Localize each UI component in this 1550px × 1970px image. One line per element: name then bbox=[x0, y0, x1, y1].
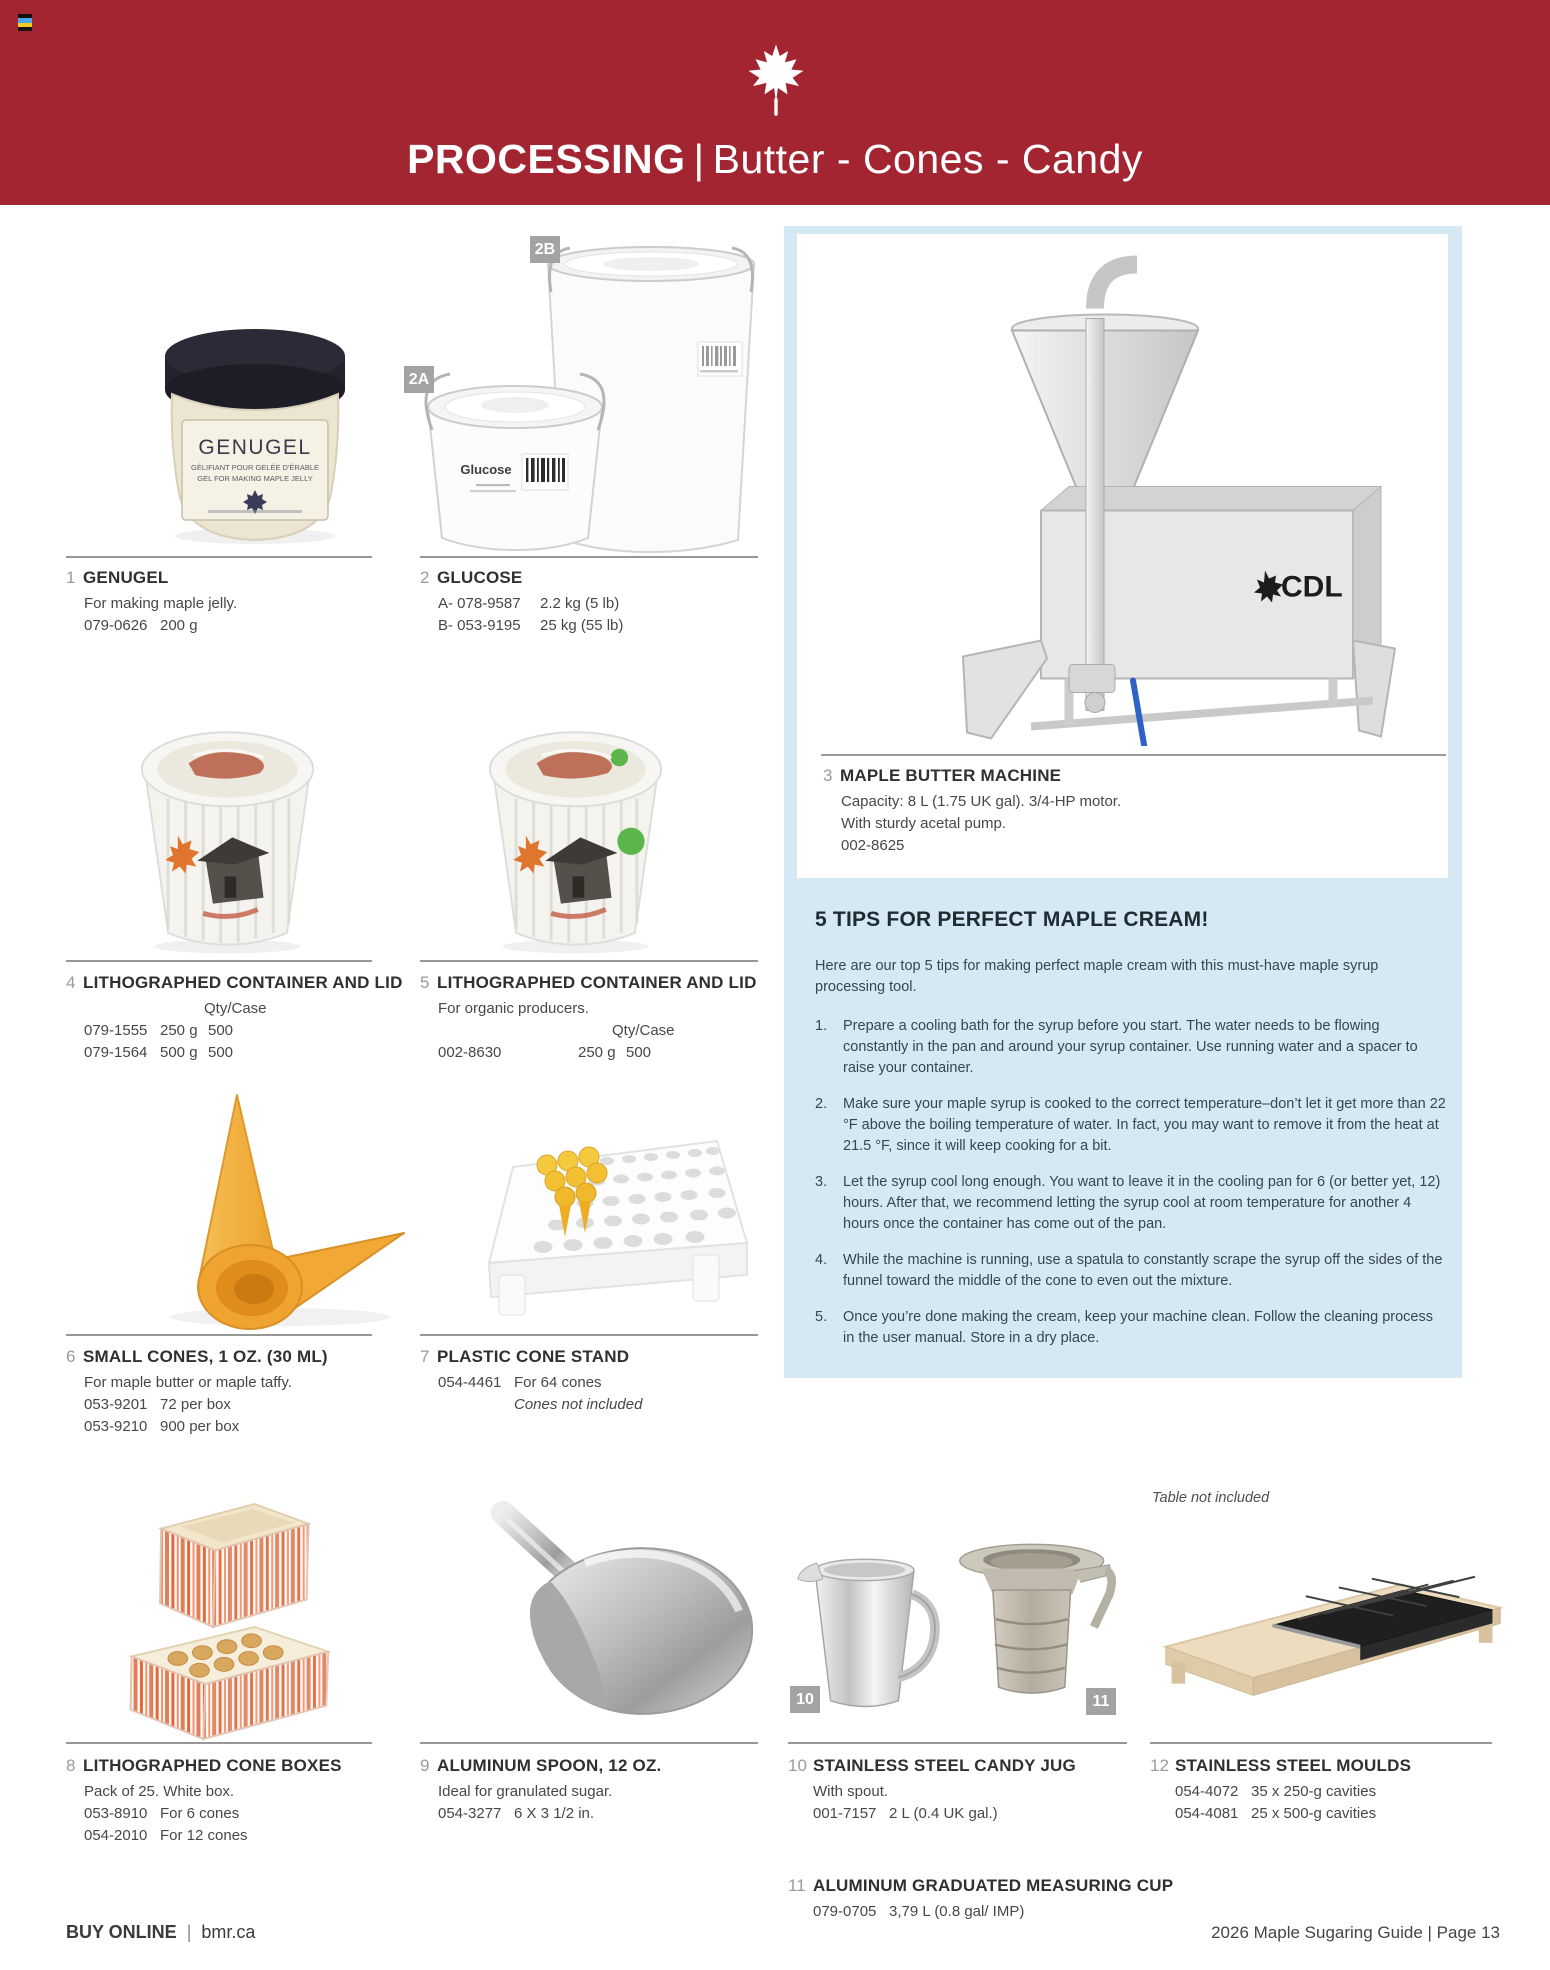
product-title: GENUGEL bbox=[83, 568, 169, 587]
title-separator: | bbox=[693, 136, 705, 182]
small-cones-image bbox=[140, 1085, 410, 1330]
product-number: 3 bbox=[823, 766, 833, 785]
product-size: 250 g bbox=[160, 1022, 198, 1040]
tips-section bbox=[815, 908, 1447, 1364]
tip-item: 1. Prepare a cooling bath for the syrup before you start. The water needs to be flowing constantly in the pan and around your syrup container. Use running water and a spacer to raise your container. bbox=[815, 1018, 1418, 1077]
steel-moulds-image bbox=[1158, 1528, 1508, 1713]
divider bbox=[1150, 1742, 1492, 1744]
product-entry-steel-moulds bbox=[1150, 1756, 1492, 1825]
tip-item: 2. Make sure your maple syrup is cooked to the correct temperature–don’t let it get more than 22 °F above the boiling temperature of water. In fact, you may want to remove it from the heat at 21.5 °F, since it will keep cooking for a bit. bbox=[815, 1096, 1446, 1155]
product-title: ALUMINUM GRADUATED MEASURING CUP bbox=[813, 1876, 1174, 1895]
tip-item: 4. While the machine is running, use a spatula to constantly scrape the syrup off the sides of the funnel toward the middle of the cone to even out the mixture. bbox=[815, 1252, 1443, 1290]
tips-intro: Here are our top 5 tips for making perfect maple cream with this must-have maple syrup processing tool. bbox=[815, 958, 1379, 996]
qty-case-value: 500 bbox=[626, 1044, 652, 1062]
moulds-table-note: Table not included bbox=[1152, 1490, 1270, 1506]
product-code: 079-1555 bbox=[84, 1022, 148, 1040]
product-size: 200 g bbox=[160, 617, 198, 635]
product-entry-litho-container-organic bbox=[420, 973, 758, 1065]
footer-separator: | bbox=[186, 1922, 192, 1942]
product-size: 6 X 3 1/2 in. bbox=[514, 1805, 595, 1823]
product-entry-glucose bbox=[420, 568, 758, 637]
organic-logo-mark bbox=[617, 828, 644, 855]
product-note: Cones not included bbox=[514, 1396, 643, 1414]
divider bbox=[420, 556, 758, 558]
product-desc: With sturdy acetal pump. bbox=[841, 815, 1007, 833]
product-code: A- 078-9587 bbox=[438, 595, 521, 612]
product-title: LITHOGRAPHED CONTAINER AND LID bbox=[437, 973, 757, 992]
product-code: 054-2010 bbox=[84, 1827, 148, 1845]
divider bbox=[420, 960, 758, 962]
tip-item: 3. Let the syrup cool long enough. You want to leave it in the cooling pan for 6 (or better yet, 12) hours. After that, we recommend letting the syrup cool at room temperature for another 4 hours once the container has come out of the pan. bbox=[815, 1174, 1441, 1233]
litho-container-image bbox=[135, 712, 320, 957]
product-qty: 72 per box bbox=[160, 1396, 231, 1414]
product-code: 054-4072 bbox=[1175, 1783, 1239, 1800]
product-title: STAINLESS STEEL CANDY JUG bbox=[813, 1756, 1076, 1775]
footer-guide-page: 2026 Maple Sugaring Guide | Page 13 bbox=[1211, 1923, 1500, 1942]
product-number: 9 bbox=[420, 1756, 430, 1775]
product-size: 250 g bbox=[578, 1044, 616, 1062]
product-size: 3,79 L (0.8 gal/ IMP) bbox=[889, 1903, 1025, 1920]
product-size: 35 x 250-g cavities bbox=[1251, 1783, 1377, 1800]
divider bbox=[821, 754, 1446, 756]
divider bbox=[788, 1742, 1127, 1744]
product-number: 4 bbox=[66, 973, 76, 992]
product-title: LITHOGRAPHED CONE BOXES bbox=[83, 1756, 342, 1775]
divider bbox=[66, 556, 372, 558]
product-size: 25 kg (55 lb) bbox=[540, 617, 624, 635]
genugel-label-brand: GENUGEL bbox=[198, 436, 312, 459]
badge-11: 11 bbox=[1086, 1688, 1116, 1715]
product-entry-maple-butter-machine bbox=[823, 766, 1121, 858]
product-size: 500 g bbox=[160, 1044, 198, 1062]
product-size: 25 x 500-g cavities bbox=[1251, 1805, 1377, 1823]
product-code: 002-8625 bbox=[841, 837, 905, 855]
product-code: 053-9201 bbox=[84, 1396, 148, 1414]
product-qty: 900 per box bbox=[160, 1418, 240, 1436]
page-title bbox=[0, 136, 1550, 183]
print-registration-mark bbox=[18, 14, 32, 31]
qty-case-value: 500 bbox=[208, 1022, 234, 1040]
product-entry-measuring-cup bbox=[788, 1876, 1174, 1923]
cone-boxes-image bbox=[105, 1450, 345, 1745]
product-title: LITHOGRAPHED CONTAINER AND LID bbox=[83, 973, 403, 992]
product-size: 2.2 kg (5 lb) bbox=[540, 595, 620, 612]
qty-case-header: Qty/Case bbox=[612, 1022, 675, 1040]
product-entry-cone-stand bbox=[420, 1347, 758, 1416]
glucose-pails-image bbox=[398, 222, 770, 554]
product-desc: With spout. bbox=[813, 1783, 889, 1800]
product-qty: For 64 cones bbox=[514, 1374, 602, 1391]
buy-online-label: BUY ONLINE bbox=[66, 1922, 177, 1942]
divider bbox=[420, 1334, 758, 1336]
aluminum-spoon-image bbox=[425, 1485, 760, 1745]
footer-website-link[interactable]: bmr.ca bbox=[201, 1922, 256, 1942]
maple-leaf-icon bbox=[744, 24, 808, 136]
qty-case-header: Qty/Case bbox=[204, 1000, 267, 1017]
genugel-label-line1: GÉLIFIANT POUR GELÉE D'ÉRABLE bbox=[191, 463, 319, 472]
product-title: STAINLESS STEEL MOULDS bbox=[1175, 1756, 1412, 1775]
product-title: SMALL CONES, 1 OZ. (30 ML) bbox=[83, 1347, 328, 1366]
litho-container-organic-image bbox=[483, 712, 668, 957]
product-entry-litho-container bbox=[66, 973, 403, 1065]
product-entry-cone-boxes bbox=[66, 1756, 386, 1848]
badge-2a: 2A bbox=[404, 366, 434, 393]
tips-title: 5 TIPS FOR PERFECT MAPLE CREAM! bbox=[815, 908, 1209, 931]
product-code: 054-4461 bbox=[438, 1374, 502, 1391]
cone-stand-image bbox=[455, 1125, 755, 1325]
section-title: PROCESSING bbox=[407, 136, 686, 182]
product-desc: Pack of 25. White box. bbox=[84, 1783, 235, 1800]
product-entry-small-cones bbox=[66, 1347, 386, 1439]
product-code: 002-8630 bbox=[438, 1044, 502, 1062]
product-number: 2 bbox=[420, 568, 430, 587]
product-code: 053-8910 bbox=[84, 1805, 148, 1823]
product-number: 6 bbox=[66, 1347, 76, 1366]
divider bbox=[66, 960, 372, 962]
product-qty: For 12 cones bbox=[160, 1827, 248, 1845]
genugel-jar-image bbox=[150, 298, 360, 546]
tip-item: 5. Once you’re done making the cream, keep your machine clean. Follow the cleaning process in the user manual. Store in a dry place. bbox=[815, 1309, 1433, 1347]
product-code: 079-1564 bbox=[84, 1044, 148, 1062]
product-title: MAPLE BUTTER MACHINE bbox=[840, 766, 1062, 785]
product-desc: For organic producers. bbox=[438, 1000, 589, 1017]
product-number: 10 bbox=[788, 1756, 807, 1775]
product-number: 11 bbox=[788, 1876, 806, 1895]
page-header bbox=[0, 0, 1550, 205]
product-number: 5 bbox=[420, 973, 430, 992]
product-entry-genugel bbox=[66, 568, 386, 637]
badge-2b: 2B bbox=[530, 236, 560, 263]
section-subtitle: Butter - Cones - Candy bbox=[712, 136, 1143, 182]
machine-blue-valve bbox=[1133, 681, 1145, 747]
product-desc: Ideal for granulated sugar. bbox=[438, 1783, 613, 1800]
product-desc: Capacity: 8 L (1.75 UK gal). 3/4-HP motor. bbox=[841, 793, 1122, 810]
product-entry-candy-jug bbox=[788, 1756, 1127, 1825]
product-number: 12 bbox=[1150, 1756, 1169, 1775]
product-code: 001-7157 bbox=[813, 1805, 877, 1823]
product-code: 079-0705 bbox=[813, 1903, 877, 1920]
genugel-label-line2: GEL FOR MAKING MAPLE JELLY bbox=[197, 474, 313, 483]
badge-10: 10 bbox=[790, 1686, 820, 1713]
product-code: 054-3277 bbox=[438, 1805, 502, 1823]
svg-text:CDL: CDL bbox=[1281, 570, 1343, 604]
product-entry-aluminum-spoon bbox=[420, 1756, 758, 1825]
maple-butter-machine-image bbox=[797, 234, 1448, 878]
product-title: ALUMINUM SPOON, 12 OZ. bbox=[437, 1756, 662, 1775]
divider bbox=[420, 1742, 758, 1744]
product-code: 079-0626 bbox=[84, 617, 148, 635]
product-code: 053-9210 bbox=[84, 1418, 148, 1436]
divider bbox=[66, 1334, 372, 1336]
qty-case-value: 500 bbox=[208, 1044, 234, 1062]
product-desc: For making maple jelly. bbox=[84, 595, 238, 612]
product-title: GLUCOSE bbox=[437, 568, 523, 587]
feature-panel bbox=[784, 226, 1462, 1378]
product-code: B- 053-9195 bbox=[438, 617, 521, 635]
divider bbox=[66, 1742, 372, 1744]
product-desc: For maple butter or maple taffy. bbox=[84, 1374, 292, 1391]
glucose-pail-label: Glucose bbox=[460, 462, 512, 477]
product-size: 2 L (0.4 UK gal.) bbox=[889, 1805, 998, 1823]
product-number: 8 bbox=[66, 1756, 76, 1775]
footer-buy-online bbox=[66, 1922, 255, 1943]
product-number: 7 bbox=[420, 1347, 430, 1366]
product-title: PLASTIC CONE STAND bbox=[437, 1347, 630, 1366]
product-number: 1 bbox=[66, 568, 76, 587]
product-code: 054-4081 bbox=[1175, 1805, 1239, 1823]
product-qty: For 6 cones bbox=[160, 1805, 240, 1823]
